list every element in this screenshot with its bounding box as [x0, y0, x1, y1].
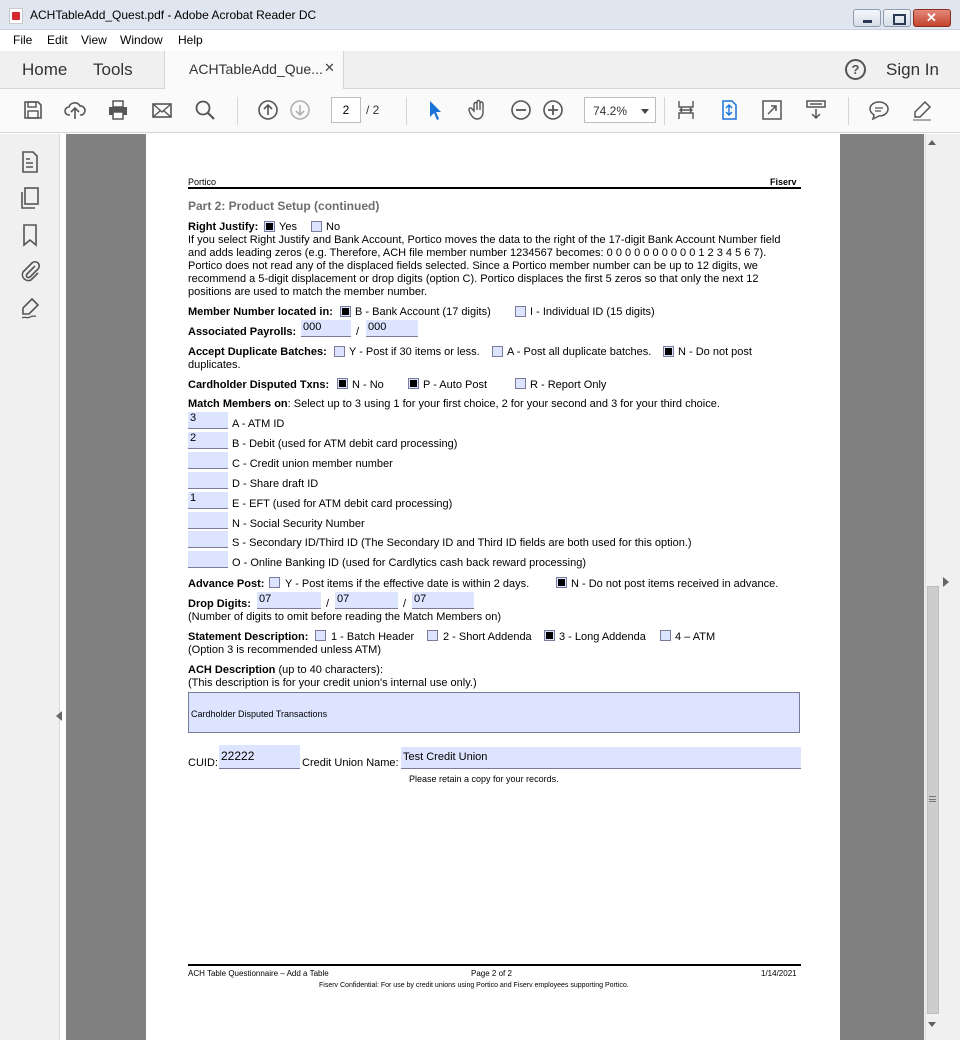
- match-label-a: A - ATM ID: [232, 418, 285, 430]
- footer-center: Page 2 of 2: [471, 969, 512, 978]
- right-justify-yes-label: Yes: [279, 221, 297, 233]
- match-label-n: N - Social Security Number: [232, 518, 365, 530]
- drop-digits-separator: /: [403, 598, 407, 610]
- advance-post-label: Advance Post:: [188, 578, 265, 590]
- next-page-icon[interactable]: [289, 99, 311, 121]
- footer-left: ACH Table Questionnaire – Add a Table: [188, 969, 329, 978]
- print-icon[interactable]: [107, 99, 129, 121]
- payrolls-separator: /: [356, 326, 360, 338]
- retain-copy-note: Please retain a copy for your records.: [409, 774, 559, 784]
- toolbar-separator: [406, 97, 407, 125]
- statement-note: (Option 3 is recommended unless ATM): [188, 644, 381, 656]
- right-justify-no-label: No: [326, 221, 341, 233]
- pdf-header-right: Fiserv: [770, 177, 797, 187]
- expand-right-pane-icon[interactable]: [943, 577, 949, 587]
- scroll-down-arrow-icon[interactable]: [928, 1022, 936, 1027]
- tab-document[interactable]: [164, 51, 344, 89]
- statement-2-checkbox[interactable]: [427, 630, 438, 641]
- drop-digits-separator: /: [326, 598, 330, 610]
- toolbar: [0, 89, 960, 133]
- collapse-left-pane-icon[interactable]: [56, 711, 62, 721]
- disputed-label: Cardholder Disputed Txns:: [188, 379, 330, 391]
- menu-file[interactable]: File: [13, 33, 33, 47]
- payrolls-label: Associated Payrolls:: [188, 326, 297, 338]
- bookmark-icon[interactable]: [18, 223, 42, 247]
- pdf-header-left: Portico: [188, 177, 217, 187]
- signature-pen-icon[interactable]: [18, 296, 42, 320]
- match-field-n[interactable]: [188, 512, 228, 529]
- comment-icon[interactable]: [868, 99, 890, 121]
- member-number-i-checkbox[interactable]: [515, 306, 526, 317]
- match-label-b: B - Debit (used for ATM debit card processing): [232, 438, 458, 450]
- cuid-field[interactable]: 22222: [219, 745, 300, 769]
- credit-union-name-field[interactable]: Test Credit Union: [401, 747, 801, 769]
- statement-1-checkbox[interactable]: [315, 630, 326, 641]
- previous-page-icon[interactable]: [257, 99, 279, 121]
- match-field-c[interactable]: [188, 452, 228, 469]
- duplicates-n-label: N - Do not post: [678, 346, 752, 358]
- sign-in-link[interactable]: Sign In: [886, 60, 939, 79]
- scroll-up-arrow-icon[interactable]: [928, 140, 936, 145]
- right-justify-desc-line: If you select Right Justify and Bank Account, Portico moves the data to the right of the 17-digit Bank Account Number field: [188, 234, 781, 246]
- zoom-level-value: 74.2%: [593, 104, 628, 118]
- duplicates-label: Accept Duplicate Batches:: [188, 346, 327, 358]
- match-field-e[interactable]: 1: [188, 492, 228, 509]
- page-number-input[interactable]: 2: [331, 97, 361, 123]
- match-label-s: S - Secondary ID/Third ID (The Secondary ID and Third ID fields are both used for this option.): [232, 537, 692, 549]
- duplicates-n-checkbox[interactable]: [663, 346, 674, 357]
- match-field-b[interactable]: 2: [188, 432, 228, 449]
- select-cursor-icon[interactable]: [425, 99, 447, 121]
- ach-description-limit: (up to 40 characters):: [275, 664, 384, 676]
- help-icon[interactable]: ?: [845, 59, 866, 80]
- duplicates-y-label: Y - Post if 30 items or less.: [349, 346, 480, 358]
- drop-digits-field-2[interactable]: 07: [335, 592, 398, 609]
- menu-help[interactable]: Help: [178, 33, 203, 47]
- title-bar: [0, 0, 960, 30]
- advance-n-label: N - Do not post items received in advance.: [571, 578, 779, 590]
- advance-n-checkbox[interactable]: [556, 577, 567, 588]
- advance-y-label: Y - Post items if the effective date is within 2 days.: [285, 578, 530, 590]
- member-number-b-checkbox[interactable]: [340, 306, 351, 317]
- scrolling-mode-icon[interactable]: [805, 99, 827, 121]
- toolbar-separator: [237, 97, 238, 125]
- match-label-c: C - Credit union member number: [232, 458, 393, 470]
- tab-home[interactable]: Home: [22, 60, 68, 79]
- footer-rule: [188, 964, 801, 966]
- statement-1-label: 1 - Batch Header: [331, 631, 415, 643]
- minimize-button[interactable]: [853, 9, 881, 27]
- page-total: / 2: [366, 103, 380, 117]
- cuid-label: CUID:: [188, 757, 218, 769]
- toolbar-separator: [664, 97, 665, 125]
- statement-3-checkbox[interactable]: [544, 630, 555, 641]
- fit-width-icon[interactable]: [675, 99, 697, 121]
- match-members-desc: : Select up to 3 using 1 for your first choice, 2 for your second and 3 for your third choice.: [287, 398, 720, 410]
- member-number-i-label: I - Individual ID (15 digits): [530, 306, 655, 318]
- drop-digits-label: Drop Digits:: [188, 598, 251, 610]
- right-justify-no-checkbox[interactable]: [311, 221, 322, 232]
- toolbar-separator: [848, 97, 849, 125]
- advance-y-checkbox[interactable]: [269, 577, 280, 588]
- credit-union-name-label: Credit Union Name:: [302, 757, 399, 769]
- payrolls-field-2[interactable]: 000: [366, 320, 418, 337]
- statement-3-label: 3 - Long Addenda: [559, 631, 646, 643]
- right-justify-desc-line: positions are used to match the member number.: [188, 286, 428, 298]
- drop-digits-note: (Number of digits to omit before reading the Match Members on): [188, 611, 502, 623]
- window-title: ACHTableAdd_Quest.pdf - Adobe Acrobat Reader DC: [30, 8, 317, 22]
- statement-4-checkbox[interactable]: [660, 630, 671, 641]
- full-screen-icon[interactable]: [761, 99, 783, 121]
- match-label-o: O - Online Banking ID (used for Cardlytics cash back reward processing): [232, 557, 586, 569]
- duplicates-a-label: A - Post all duplicate batches.: [507, 346, 652, 358]
- close-window-button[interactable]: [913, 9, 951, 27]
- tab-tools[interactable]: Tools: [93, 60, 133, 79]
- disputed-p-label: P - Auto Post: [423, 379, 488, 391]
- statement-2-label: 2 - Short Addenda: [443, 631, 532, 643]
- match-label-d: D - Share draft ID: [232, 478, 319, 490]
- footer-confidential: Fiserv Confidential: For use by credit unions using Portico and Fiserv employees supporting Portico.: [319, 982, 629, 989]
- disputed-p-checkbox[interactable]: [408, 378, 419, 389]
- member-number-b-label: B - Bank Account (17 digits): [355, 306, 491, 318]
- acrobat-app-icon: [9, 8, 23, 24]
- hand-tool-icon[interactable]: [467, 99, 489, 121]
- email-icon[interactable]: [151, 99, 173, 121]
- drop-digits-field-3[interactable]: 07: [412, 592, 474, 609]
- disputed-n-label: N - No: [352, 379, 384, 391]
- ach-description-value: Cardholder Disputed Transactions: [191, 709, 328, 719]
- maximize-button[interactable]: [883, 9, 911, 27]
- drop-digits-field-1[interactable]: 07: [257, 592, 321, 609]
- statement-label: Statement Description:: [188, 631, 309, 643]
- match-field-o[interactable]: [188, 551, 228, 568]
- match-label-e: E - EFT (used for ATM debit card processing): [232, 498, 453, 510]
- save-icon[interactable]: [22, 99, 44, 121]
- fit-page-icon[interactable]: [718, 99, 740, 121]
- menu-bar: [0, 30, 960, 51]
- chevron-down-icon: [641, 109, 649, 114]
- menu-window[interactable]: Window: [120, 33, 163, 47]
- right-justify-desc-line: and adds leading zeros (e.g. Therefore, ACH file member number 1234567 becomes: 0 0 0 0 0 0 0 0 0 0 1 2 3 4 5 6 7).: [188, 247, 767, 259]
- member-number-label: Member Number located in:: [188, 306, 333, 318]
- close-tab-icon[interactable]: ✕: [324, 60, 335, 75]
- disputed-r-checkbox[interactable]: [515, 378, 526, 389]
- duplicates-continued: duplicates.: [188, 359, 241, 371]
- payrolls-field-1[interactable]: 000: [301, 320, 351, 337]
- search-icon[interactable]: [194, 99, 216, 121]
- menu-view[interactable]: View: [81, 33, 107, 47]
- match-field-a[interactable]: 3: [188, 412, 228, 429]
- header-rule: [188, 187, 801, 189]
- match-members-intro: [188, 398, 720, 411]
- match-field-s[interactable]: [188, 531, 228, 548]
- zoom-level-select[interactable]: [584, 97, 656, 123]
- highlight-pen-icon[interactable]: [911, 99, 933, 121]
- copy-pages-icon[interactable]: [18, 186, 42, 210]
- disputed-r-label: R - Report Only: [530, 379, 607, 391]
- disputed-n-checkbox[interactable]: [337, 378, 348, 389]
- section-title: Part 2: Product Setup (continued): [188, 199, 380, 213]
- attachment-icon[interactable]: [18, 259, 42, 283]
- ach-description-note: (This description is for your credit union's internal use only.): [188, 677, 477, 689]
- duplicates-a-checkbox[interactable]: [492, 346, 503, 357]
- ach-description-label: ACH Description: [188, 664, 276, 676]
- right-justify-yes-checkbox[interactable]: [264, 221, 275, 232]
- statement-4-label: 4 – ATM: [675, 631, 716, 643]
- zoom-out-icon[interactable]: [510, 99, 532, 121]
- page-thumbnails-icon[interactable]: [18, 150, 42, 174]
- match-field-d[interactable]: [188, 472, 228, 489]
- duplicates-y-checkbox[interactable]: [334, 346, 345, 357]
- scrollbar-grip-icon: [929, 796, 936, 802]
- right-justify-desc-line: Portico does not read any of the displaced fields selected. Since a Portico member number can be up to 12 digits, we: [188, 260, 758, 272]
- match-members-label: Match Members on: [188, 398, 288, 410]
- left-navigation-pane: [0, 134, 60, 1040]
- ach-description-heading: [188, 664, 383, 677]
- cloud-upload-icon[interactable]: [64, 99, 86, 121]
- ach-description-field[interactable]: [188, 692, 800, 733]
- tab-document-label: ACHTableAdd_Que...: [189, 61, 323, 77]
- tab-bar: [0, 51, 960, 89]
- right-justify-label: Right Justify:: [188, 221, 259, 233]
- footer-right: 1/14/2021: [761, 969, 797, 978]
- menu-edit[interactable]: Edit: [47, 33, 68, 47]
- right-justify-desc-line: recommend a 5-digit displacement or drop digits (option C). Portico displaces the first 5 zeros so that only the next 12: [188, 273, 759, 285]
- zoom-in-icon[interactable]: [542, 99, 564, 121]
